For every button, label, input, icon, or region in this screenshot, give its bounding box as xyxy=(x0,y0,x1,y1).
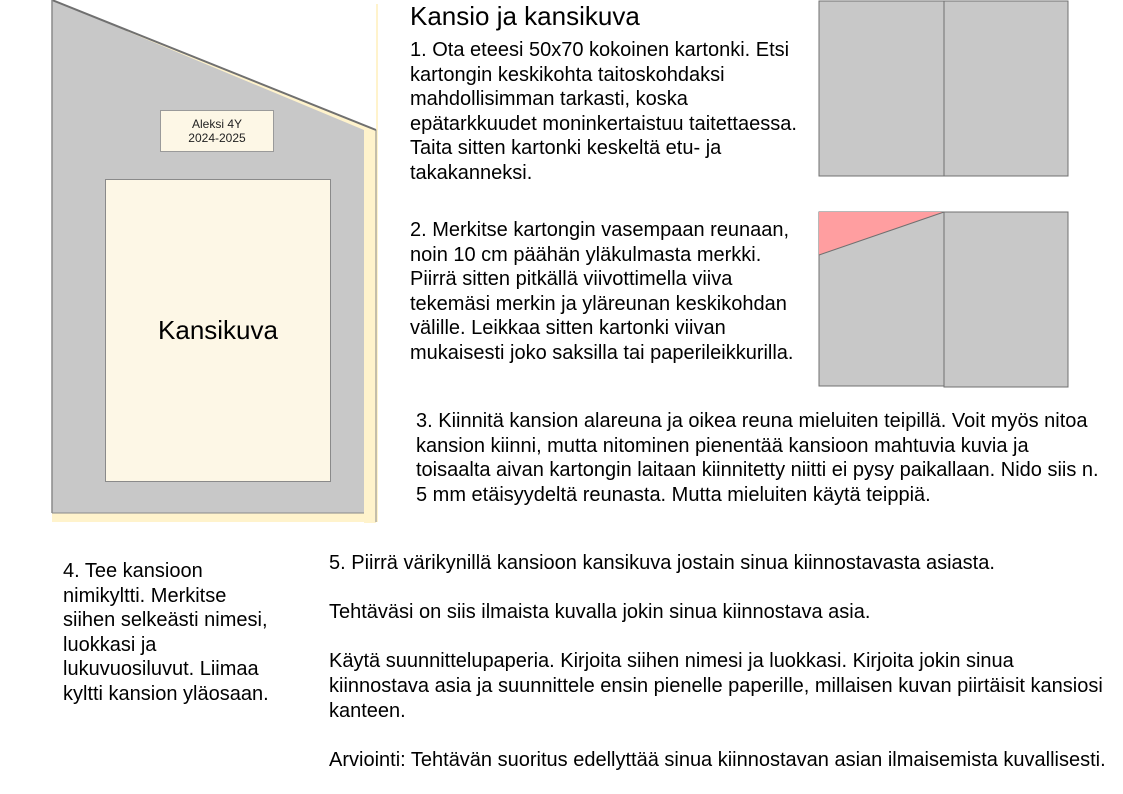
name-label-year: 2024-2025 xyxy=(188,131,246,145)
step-5-planning: Käytä suunnittelupaperia. Kirjoita siihen nimesi ja luokkasi. Kirjoita jokin sinua kiinnostava asia ja suunnittele ensin pienelle paperille, millaisen kuvan piirtäisit kansiosi kanteen. xyxy=(329,650,1103,722)
step-4-text: 4. Tee kansioon nimikyltti. Merkitse siihen selkeästi nimesi, luokkasi ja lukuvuosiluvut. Liimaa kyltti kansion yläosaan. xyxy=(63,560,269,705)
cut-diagram-right-panel xyxy=(944,212,1068,387)
folder-back-strip xyxy=(364,130,376,523)
step-5-goal: Tehtäväsi on siis ilmaista kuvalla jokin sinua kiinnostava asia. xyxy=(329,601,871,624)
cut-diagram xyxy=(818,211,1070,389)
cover-image-text: Kansikuva xyxy=(158,315,278,345)
step-5-instruction: 5. Piirrä värikynillä kansioon kansikuva jostain sinua kiinnostavasta asiasta. xyxy=(329,552,995,574)
step-2-text: 2. Merkitse kartongin vasempaan reunaan, noin 10 cm päähän yläkulmasta merkki. Piirrä sitten pitkällä viivottimella viiva tekemäsi merkin ja yläreunan keskikohdan välille. Leikkaa sitten kartonki viivan mukaisesti joko saksilla tai paperileikkurilla. xyxy=(410,219,794,364)
step-1-text: 1. Ota eteesi 50x70 kokoinen kartonki. Etsi kartongin keskikohta taitoskohdaksi mahdollisimman tarkasti, koska epätarkkuudet moninkertaistuu taitettaessa. Taita sitten kartonki keskeltä etu- ja takakanneksi. xyxy=(410,39,797,184)
fold-diagram xyxy=(818,0,1070,178)
step-3-text: 3. Kiinnitä kansion alareuna ja oikea reuna mieluiten teipillä. Voit myös nitoa kansion kiinni, mutta nitominen pienentää kansioon mahtuvia kuvia ja toisaalta aivan kartongin laitaan kiinnitetty niitti ei pysy paikallaan. Nido siis n. 5 mm etäisyydeltä reunasta. Mutta mieluiten käytä teippiä. xyxy=(416,410,1099,506)
step-5-assessment: Arviointi: Tehtävän suoritus edellyttää sinua kiinnostavan asian ilmaisemista kuvallisesti. xyxy=(329,748,1106,771)
fold-diagram-right-panel xyxy=(944,1,1068,176)
fold-diagram-left-panel xyxy=(819,1,944,176)
step-5-block xyxy=(329,551,1109,772)
name-label xyxy=(160,110,274,152)
page-title: Kansio ja kansikuva xyxy=(410,1,640,31)
cover-image-area xyxy=(105,179,331,482)
name-label-name: Aleksi 4Y xyxy=(191,117,243,131)
